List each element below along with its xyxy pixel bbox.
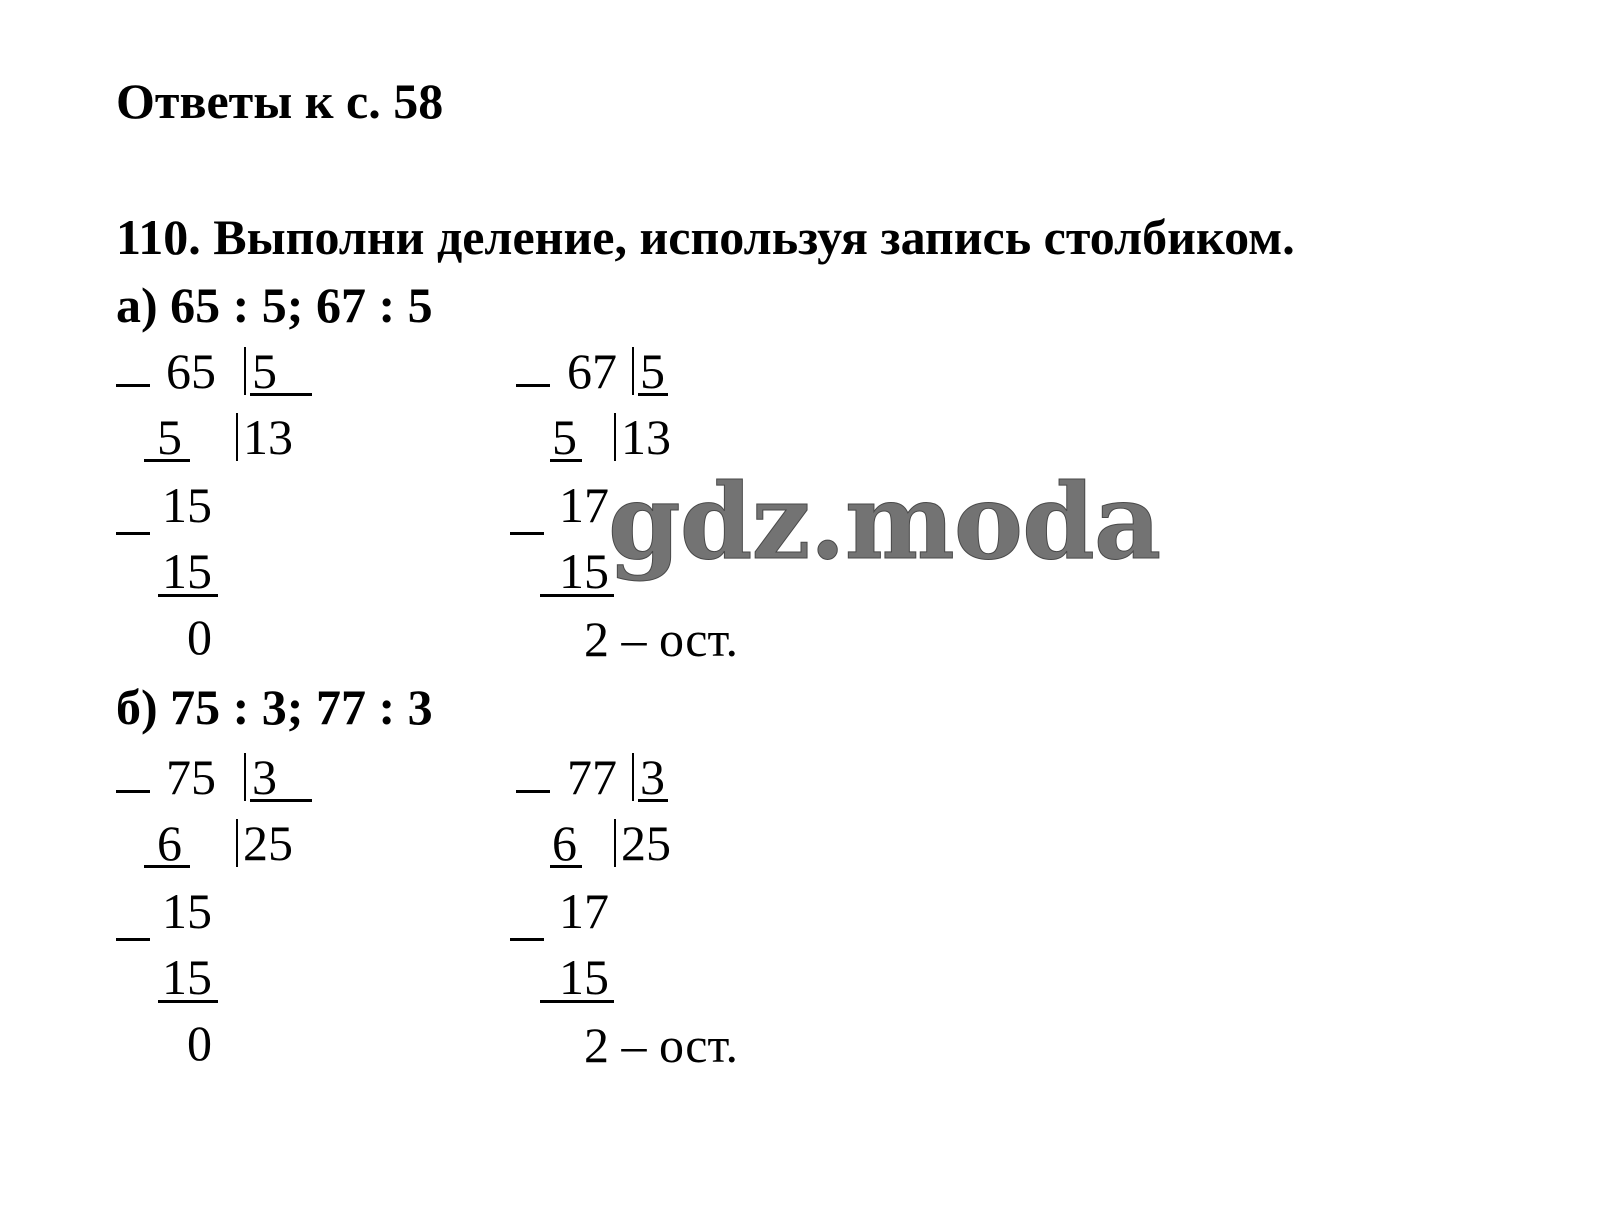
watermark: gdz.moda [608, 460, 1161, 583]
dividend: 75 [166, 749, 216, 805]
quotient: 13 [621, 409, 671, 465]
first-product: 6 [157, 815, 182, 871]
exercise-title: 110. Выполни деление, используя запись столбиком. [116, 209, 1295, 265]
product-underline [144, 865, 190, 868]
first-product: 5 [157, 409, 182, 465]
minus-sign [116, 938, 150, 941]
division-bar [244, 347, 246, 395]
section-b-title: б) 75 : 3; 77 : 3 [116, 679, 433, 735]
divisor-underline [638, 393, 668, 396]
dividend: 77 [567, 749, 617, 805]
second-product: 15 [162, 949, 212, 1005]
quotient-bar [236, 413, 238, 461]
quotient: 13 [243, 409, 293, 465]
product-underline [144, 459, 190, 462]
remainder: 2 – ост. [584, 1017, 739, 1073]
minus-sign [116, 384, 150, 387]
partial-dividend: 15 [162, 883, 212, 939]
partial-dividend: 17 [559, 883, 609, 939]
second-product: 15 [162, 543, 212, 599]
divisor-underline [250, 799, 312, 802]
section-a-title: а) 65 : 5; 67 : 5 [116, 277, 433, 333]
partial-dividend: 17 [559, 477, 609, 533]
partial-dividend: 15 [162, 477, 212, 533]
product-underline [540, 1000, 614, 1003]
divisor: 3 [252, 749, 277, 805]
divisor: 5 [252, 343, 277, 399]
dividend: 67 [567, 343, 617, 399]
first-product: 5 [552, 409, 577, 465]
minus-sign [516, 790, 550, 793]
remainder: 0 [187, 1015, 212, 1071]
division-bar [632, 753, 634, 801]
minus-sign [116, 790, 150, 793]
remainder: 2 – ост. [584, 611, 739, 667]
divisor: 5 [640, 343, 665, 399]
second-product: 15 [559, 543, 609, 599]
quotient-bar [614, 413, 616, 461]
quotient: 25 [621, 815, 671, 871]
second-product: 15 [559, 949, 609, 1005]
minus-sign [510, 532, 544, 535]
product-underline [158, 594, 218, 597]
minus-sign [510, 938, 544, 941]
quotient-bar [614, 819, 616, 867]
minus-sign [516, 384, 550, 387]
product-underline [550, 459, 582, 462]
minus-sign [116, 532, 150, 535]
divisor-underline [638, 799, 668, 802]
divisor: 3 [640, 749, 665, 805]
remainder: 0 [187, 609, 212, 665]
product-underline [550, 865, 582, 868]
first-product: 6 [552, 815, 577, 871]
quotient: 25 [243, 815, 293, 871]
divisor-underline [250, 393, 312, 396]
division-bar [244, 753, 246, 801]
division-bar [632, 347, 634, 395]
page-title: Ответы к с. 58 [116, 73, 444, 129]
quotient-bar [236, 819, 238, 867]
product-underline [540, 594, 614, 597]
dividend: 65 [166, 343, 216, 399]
product-underline [158, 1000, 218, 1003]
